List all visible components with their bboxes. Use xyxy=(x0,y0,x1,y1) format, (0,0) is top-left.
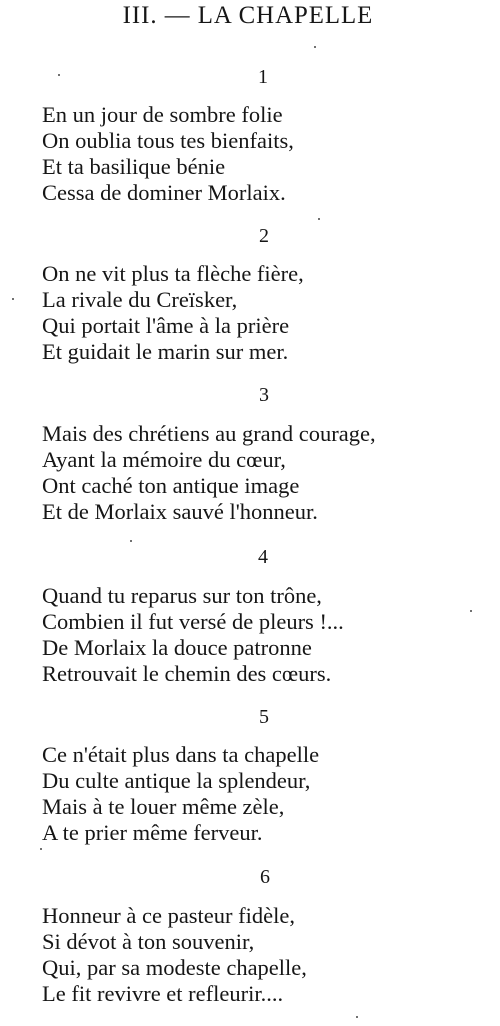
scan-speck xyxy=(314,46,316,48)
stanza-line: La rivale du Creïsker, xyxy=(42,287,238,312)
stanza-line: Cessa de dominer Morlaix. xyxy=(42,180,286,205)
stanza-line: Mais des chrétiens au grand courage, xyxy=(42,421,376,446)
stanza-line: On oublia tous tes bienfaits, xyxy=(42,128,294,153)
stanza-number: 6 xyxy=(260,866,270,888)
stanza-line: Quand tu reparus sur ton trône, xyxy=(42,583,322,608)
stanza-number: 2 xyxy=(259,225,269,247)
stanza-line: Le fit revivre et refleurir.... xyxy=(42,981,284,1006)
scan-speck xyxy=(58,74,60,76)
stanza-line: En un jour de sombre folie xyxy=(42,102,283,127)
scan-speck xyxy=(130,540,132,542)
stanza-number: 1 xyxy=(258,66,268,88)
stanza-line: On ne vit plus ta flèche fière, xyxy=(42,261,304,286)
scan-speck xyxy=(318,218,320,220)
stanza-number: 5 xyxy=(259,706,269,728)
stanza-line: Et de Morlaix sauvé l'honneur. xyxy=(42,499,318,524)
stanza-line: Mais à te louer même zèle, xyxy=(42,794,285,819)
stanza-line: Si dévot à ton souvenir, xyxy=(42,929,255,954)
stanza-line: A te prier même ferveur. xyxy=(42,820,263,845)
stanza-line: Qui, par sa modeste chapelle, xyxy=(42,955,307,980)
stanza-line: Et guidait le marin sur mer. xyxy=(42,339,289,364)
scan-speck xyxy=(40,848,42,850)
stanza-number: 4 xyxy=(258,546,268,568)
scan-speck xyxy=(12,298,14,300)
stanza-line: Et ta basilique bénie xyxy=(42,154,226,179)
stanza-line: Honneur à ce pasteur fidèle, xyxy=(42,903,296,928)
stanza-line: De Morlaix la douce patronne xyxy=(42,635,312,660)
stanza-line: Combien il fut versé de pleurs !... xyxy=(42,609,344,634)
stanza-line: Ce n'était plus dans ta chapelle xyxy=(42,742,320,767)
stanza-line: Ayant la mémoire du cœur, xyxy=(42,447,286,472)
stanza-line: Qui portait l'âme à la prière xyxy=(42,313,290,338)
stanza-number: 3 xyxy=(259,384,269,406)
scan-speck xyxy=(470,610,472,612)
page-title: III. — LA CHAPELLE xyxy=(122,2,374,29)
stanza-line: Retrouvait le chemin des cœurs. xyxy=(42,661,332,686)
stanza-line: Ont caché ton antique image xyxy=(42,473,300,498)
stanza-line: Du culte antique la splendeur, xyxy=(42,768,311,793)
scan-speck xyxy=(356,1016,358,1018)
